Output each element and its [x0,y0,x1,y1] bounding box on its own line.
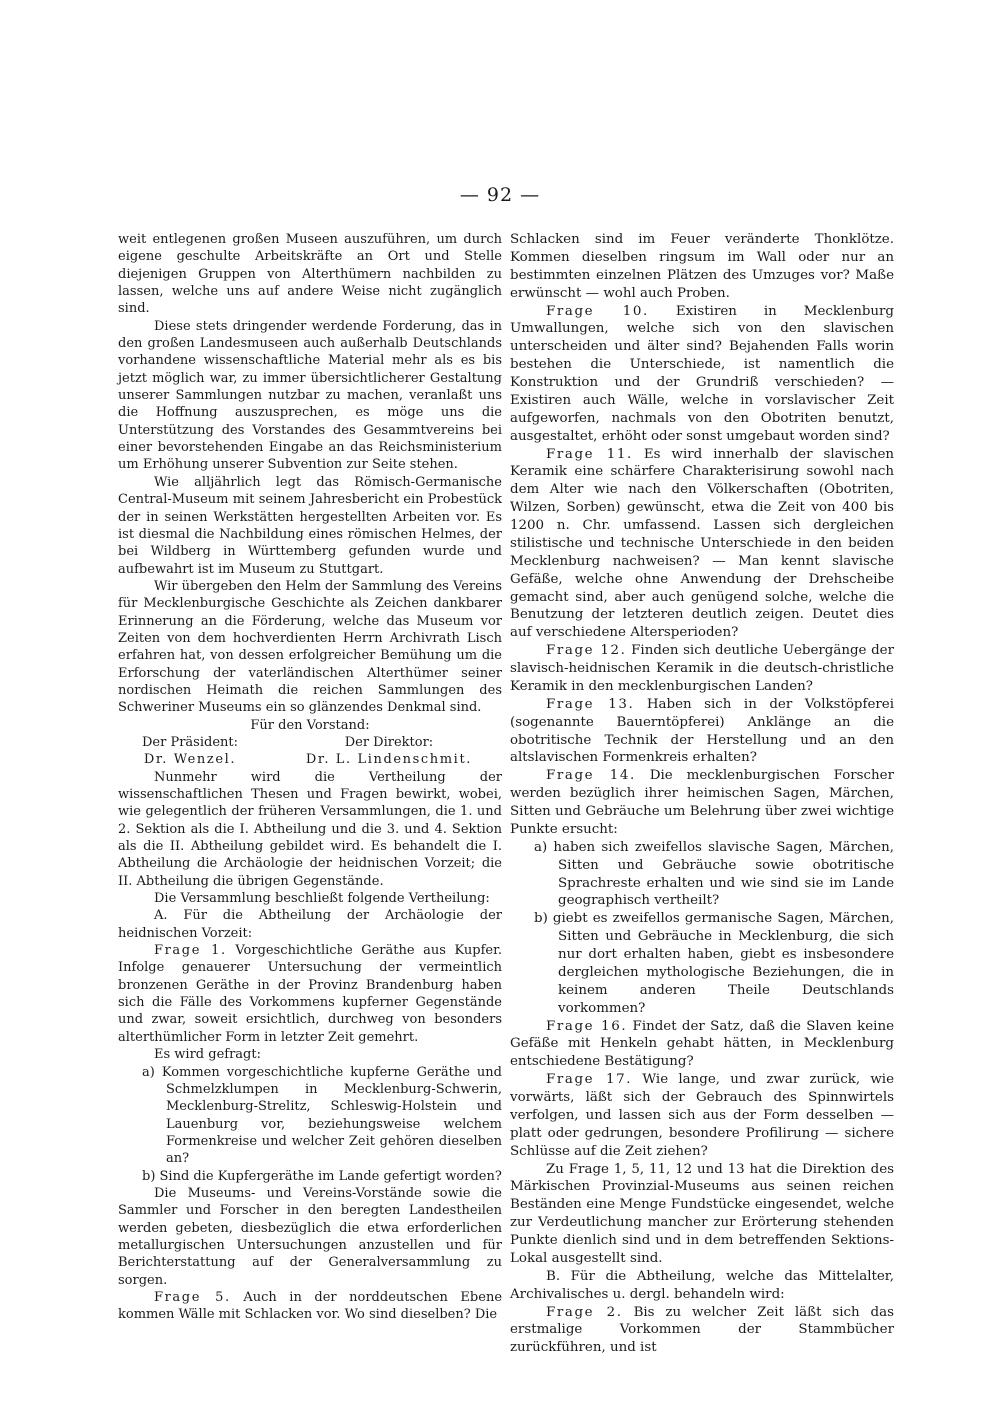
page-number: — 92 — [459,184,541,206]
paragraph: Nunmehr wird die Vertheilung der wissenschaftlichen Thesen und Fragen bewirkt, wobei, wie gelegentlich der früheren Versammlungen, die 1. und 2. Sektion als die I. Abtheilung und die 3. und 4. Sektion als die II. Abtheilung gebildet wird. Es behandelt die I. Abtheilung die Archäologie der heidnischen Vorzeit; die II. Abtheilung die übrigen Gegenstände. [118,769,502,889]
question-label: Frage 17. [546,1072,633,1088]
question-text: Haben sich in der Volkstöpferei (sogenannte Bauerntöpferei) Anklänge an die obotritische Technik der Herstellung und an den altslavischen Formenkreis erhalten? [510,696,894,766]
signature-name: Dr. L. Lindenschmit. [305,752,472,768]
question-text: Vorgeschichtliche Geräthe aus Kupfer. Infolge genauerer Untersuchung der vermeintlich bronzenen Geräthe in der Provinz Brandenburg haben sich die Fälle des Vorkommens kupferner Gegenstände und zwar, soweit ersichtlich, durchweg von besonders alterthümlicher Form in letzter Zeit gemehrt. [118,943,503,1045]
signature-title: Der Präsident: [142,734,238,750]
question-13 [510,696,894,768]
question-label: Frage 14. [546,768,636,784]
signature-name: Dr. Wenzel. [143,752,237,768]
question-label: Frage 5. [154,1289,231,1305]
signature-title: Der Direktor: [344,734,434,750]
board-heading: Für den Vorstand: [250,717,370,733]
list-item: a) haben sich zweifellos slavische Sagen, Märchen, Sitten und Gebräuche sowie obotritische Sprachreste erhalten und wie sind sie im Lande geographisch vertheilt? [534,839,894,909]
question-label: Frage 1. [154,943,227,959]
question-10 [510,303,894,446]
question-11 [510,446,894,643]
question-text: Wie lange, und zwar zurück, wie vorwärts, läßt sich der Gebrauch des Spinnwirtels verfolgen, und lassen sich aus der Form desselben — platt oder gedrungen, besondere Profilirung — sichere Schlüsse auf die Zeit ziehen? [510,1072,894,1159]
question-label: Frage 12. [546,643,627,659]
signature-president [142,734,238,769]
paragraph: Es wird gefragt: [154,1047,261,1063]
question-text: Existiren in Mecklenburg Umwallungen, welche sich von den slavischen unterscheiden und älter sind? Bejahenden Falls worin bestehen die Unterschiede, ist namentlich die Konstruktion und der Grundriß verschieden? — Existiren auch Wälle, welche in vorslavischer Zeit aufgeworfen, nachmals von den Obotriten benutzt, ausgestaltet, erhöht oder sonst umgebaut worden sind? [510,303,894,444]
paragraph: weit entlegenen großen Museen auszuführen, um durch eigene geschulte Arbeitskräfte an Ort und Stelle diejenigen Gruppen von Alterthümern nachbilden zu lassen, welche uns auf andere Weise nicht zugänglich sind. [118,232,502,317]
question-label: Frage 2. [546,1304,623,1320]
paragraph: Schlacken sind im Feuer veränderte Thonklötze. Kommen dieselben ringsum im Wall oder nur an bestimmten einzelnen Plätzen des Umzuges vor? Maße erwünscht — wohl auch Proben. [510,232,894,301]
question-text: Findet der Satz, daß die Slaven keine Gefäße mit Henkeln gehabt hätten, in Mecklenburg entschiedene Bestätigung? [510,1018,894,1070]
paragraph: Die Museums- und Vereins-Vorstände sowie die Sammler und Forscher in den beregten Landestheilen werden gebeten, diesbezüglich die etwa erforderlichen metallurgischen Untersuchungen anzustellen und für Berichterstattung auf der Generalversammlung zu sorgen. [118,1185,502,1288]
question-17 [510,1071,894,1160]
right-column [510,231,894,1357]
section-heading: A. Für die Abtheilung der Archäologie der heidnischen Vorzeit: [118,908,502,941]
question-text: Die mecklenburgischen Forscher werden bezüglich ihrer heimischen Sagen, Märchen, Sitten und Gebräuche um Belehrung über zwei wichtige Punkte ersucht: [510,768,894,837]
list-item: b) giebt es zweifellos germanische Sagen, Märchen, Sitten und Gebräuche in Mecklenburg, die sich nur dort erhalten haben, giebt es insbesondere dergleichen mythologische Beziehungen, die in keinem anderen Theile Deutschlands vorkommen? [534,911,894,1016]
list-item: b) Sind die Kupfergeräthe im Lande gefertigt worden? [142,1168,502,1184]
question-text: Bis zu welcher Zeit läßt sich das erstmalige Vorkommen der Stammbücher zurückführen, und ist [510,1304,894,1356]
paragraph: Wie alljährlich legt das Römisch-Germanische Central-Museum mit seinem Jahresbericht ein Probestück der in seinen Werkstätten hergestellten Arbeiten vor. Es ist diesmal die Nachbildung eines römischen Helmes, der bei Wildberg in Württemberg gefunden wurde und aufbewahrt ist im Museum zu Stuttgart. [118,474,502,577]
paragraph: Diese stets dringender werdende Forderung, das in den großen Landesmuseen auch außerhalb Deutschlands vorhandene wissenschaftliche Material mehr als es bis jetzt möglich war, zu immer übersichtlicherer Gestaltung unserer Sammlungen nutzbar zu machen, veranlaßt uns die Hoffnung auszusprechen, es möge uns die Unterstützung des Vorstandes des Gesammtvereins bei einer bevorstehenden Eingabe an das Reichsministerium um Erhöhung unserer Subvention zur Seite stehen. [118,318,502,473]
question-label: Frage 13. [546,696,635,712]
paragraph: Wir übergeben den Helm der Sammlung des Vereins für Mecklenburgische Geschichte als Zeichen dankbarer Erinnerung an die Förderung, welche das Museum vor Zeiten von dem hochverdienten Herrn Archivrath Lisch erfahren hat, von dessen erfolgreicher Bemühung um die Erforschung der vaterländischen Alterthümer seiner nordischen Heimath die reichen Sammlungen des Schweriner Museums ein so glänzendes Denkmal sind. [118,578,502,716]
paragraph: Zu Frage 1, 5, 11, 12 und 13 hat die Direktion des Märkischen Provinzial-Museums aus seinen reichen Beständen eine Menge Fundstücke eingesendet, welche zur Verdeutlichung mancher zur Erörterung stehenden Punkte dienlich sind und in dem betreffenden Sektions-Lokal ausgestellt sind. [510,1161,894,1266]
question-label: Frage 16. [546,1018,628,1034]
question-text: Es wird innerhalb der slavischen Keramik eine schärfere Charakterisirung sowohl nach dem Alter wie nach den Völkerschaften (Obotriten, Wilzen, Sorben) gewünscht, etwa die Zeit von 400 bis 1200 n. Chr. umfassend. Lassen sich dergleichen stilistische und technische Unterschiede in den beiden Mecklenburg nachweisen? — Man kennt slavische Gefäße, welche ohne Anwendung der Drehscheibe gemacht sind, aber auch genügend solche, welche die Benutzung der letzteren deutlich zeigen. Deutet dies auf verschiedene Altersperioden? [510,446,895,641]
question-2 [510,1304,894,1358]
question-14 [510,767,894,839]
question-5 [118,1289,502,1324]
left-column [118,231,502,1324]
question-12 [510,642,894,696]
signature-block [118,734,502,769]
paragraph: Die Versammlung beschließt folgende Vertheilung: [154,891,490,907]
question-label: Frage 10. [546,303,649,319]
signature-director [306,734,472,769]
list-item: a) Kommen vorgeschichtliche kupferne Geräthe und Schmelzklumpen in Mecklenburg-Schwerin, Mecklenburg-Strelitz, Schleswig-Holstein und Lauenburg vor, beziehungsweise welchem Formenkreise und welcher Zeit gehören dieselben an? [142,1064,502,1167]
question-1 [118,942,502,1046]
question-16 [510,1018,894,1072]
section-heading: B. Für die Abtheilung, welche das Mittelalter, Archivalisches u. dergl. behandeln wird: [510,1268,894,1302]
question-label: Frage 11. [546,446,633,462]
question-text: Auch in der norddeutschen Ebene kommen Wälle mit Schlacken vor. Wo sind dieselben? Die [118,1289,503,1323]
question-text: Finden sich deutliche Uebergänge der slavisch-heidnischen Keramik in die deutsch-christliche Keramik in den mecklenburgischen Landen? [510,643,895,694]
